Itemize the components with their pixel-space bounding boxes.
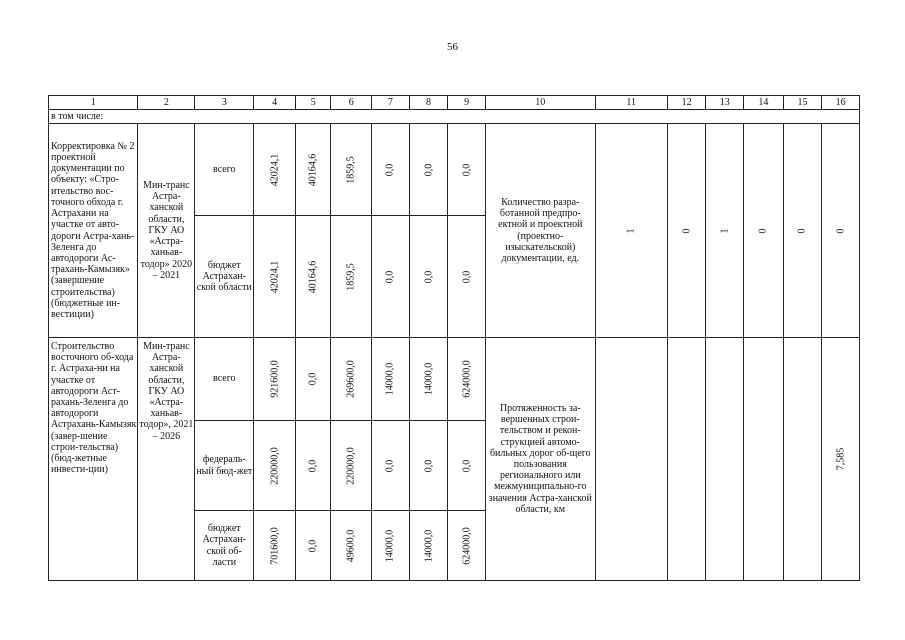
indicator-value: 1 (719, 228, 731, 233)
funding-source: бюджет Астрахан-ской области (195, 216, 254, 338)
indicator-value: 0 (796, 228, 808, 233)
indicator-value: 7,585 (835, 447, 847, 471)
amount-cell: 40164,6 (307, 260, 319, 293)
amount-cell: 0,0 (307, 539, 319, 552)
column-number: 10 (485, 96, 595, 110)
page-number: 56 (447, 41, 458, 53)
column-number: 1 (49, 96, 138, 110)
column-number: 14 (744, 96, 784, 110)
amount-cell: 0,0 (384, 459, 396, 472)
amount-cell: 0,0 (423, 163, 435, 176)
amount-cell: 220000,0 (269, 446, 281, 485)
column-number-row (49, 96, 860, 110)
amount-cell: 0,0 (461, 163, 473, 176)
amount-cell: 14000,0 (423, 529, 435, 562)
funding-source: всего (195, 124, 254, 216)
funding-source: всего (195, 338, 254, 421)
program-table (48, 95, 860, 581)
column-number: 2 (138, 96, 195, 110)
amount-cell: 269600,0 (345, 360, 357, 398)
indicator-cell: Протяженность за-вершенных строи-тельством и рекон-струкцией автомо-бильных дорог об-щего пользования регионального или межмуниципально-го значения Астра-ханской области, км (485, 338, 595, 581)
column-number: 9 (448, 96, 486, 110)
column-number: 6 (331, 96, 372, 110)
amount-cell: 701600,0 (269, 526, 281, 565)
amount-cell: 40164,6 (307, 153, 319, 186)
column-number: 15 (783, 96, 822, 110)
funding-source: федераль-ный бюд-жет (195, 421, 254, 511)
amount-cell: 42024,1 (269, 260, 281, 293)
indicator-value: 0 (757, 228, 769, 233)
column-number: 8 (409, 96, 448, 110)
column-number: 7 (372, 96, 410, 110)
amount-cell: 0,0 (384, 270, 396, 283)
amount-cell: 0,0 (423, 459, 435, 472)
amount-cell: 0,0 (307, 459, 319, 472)
indicator-value: 0 (835, 228, 847, 233)
amount-cell: 624000,0 (461, 526, 473, 565)
amount-cell: 0,0 (461, 270, 473, 283)
subheader-row (49, 110, 860, 124)
event-name: Корректировка № 2 проектной документации по объекту: «Стро-ительство вос-точного обхода г. Астрахани на участке от авто-дороги Астра-хань-Зеленга до автодороги Ас-трахань-Камызяк» (завершение строительства) (бюджетные ин-вестиции) (49, 124, 138, 338)
amount-cell: 0,0 (384, 163, 396, 176)
indicator-value: 0 (681, 228, 693, 233)
amount-cell: 1859,5 (345, 262, 357, 291)
column-number: 12 (667, 96, 706, 110)
event-name: Строительство восточного об-хода г. Астраха-ни на участке от автодороги Аст-рахань-Зеленга до автодороги Астрахань-Камызяк (завер-шение строи-тельства) (бюд-жетные инвести-ции) (49, 338, 138, 581)
funding-source: бюджет Астрахан-ской об-ласти (195, 511, 254, 581)
amount-cell: 1859,5 (345, 155, 357, 184)
amount-cell: 14000,0 (384, 529, 396, 562)
indicator-value: 1 (625, 228, 637, 233)
executor-cell: Мин-транс Астра-ханской области, ГКУ АО «Астра-ханьав-тодор», 2021 – 2026 (138, 338, 195, 581)
table-row (49, 338, 860, 421)
amount-cell: 220000,0 (345, 446, 357, 485)
executor-cell: Мин-транс Астра-ханской области, ГКУ АО «Астра-ханьав-тодор» 2020 – 2021 (138, 124, 195, 338)
column-number: 16 (822, 96, 860, 110)
amount-cell: 624000,0 (461, 360, 473, 398)
column-number: 5 (295, 96, 331, 110)
amount-cell: 42024,1 (269, 153, 281, 186)
amount-cell: 0,0 (423, 270, 435, 283)
amount-cell: 14000,0 (384, 362, 396, 396)
column-number: 4 (254, 96, 296, 110)
amount-cell: 0,0 (307, 372, 319, 386)
column-number: 3 (195, 96, 254, 110)
column-number: 13 (706, 96, 744, 110)
amount-cell: 49600,0 (345, 529, 357, 562)
column-number: 11 (595, 96, 667, 110)
amount-cell: 0,0 (461, 459, 473, 472)
amount-cell: 14000,0 (423, 362, 435, 396)
subheader-text: в том числе: (49, 110, 860, 124)
amount-cell: 921600,0 (269, 360, 281, 398)
table-row (49, 124, 860, 216)
indicator-cell: Количество разра-ботанной предпро-ектной и проектной (проектно-изыскательской) документации, ед. (485, 124, 595, 338)
